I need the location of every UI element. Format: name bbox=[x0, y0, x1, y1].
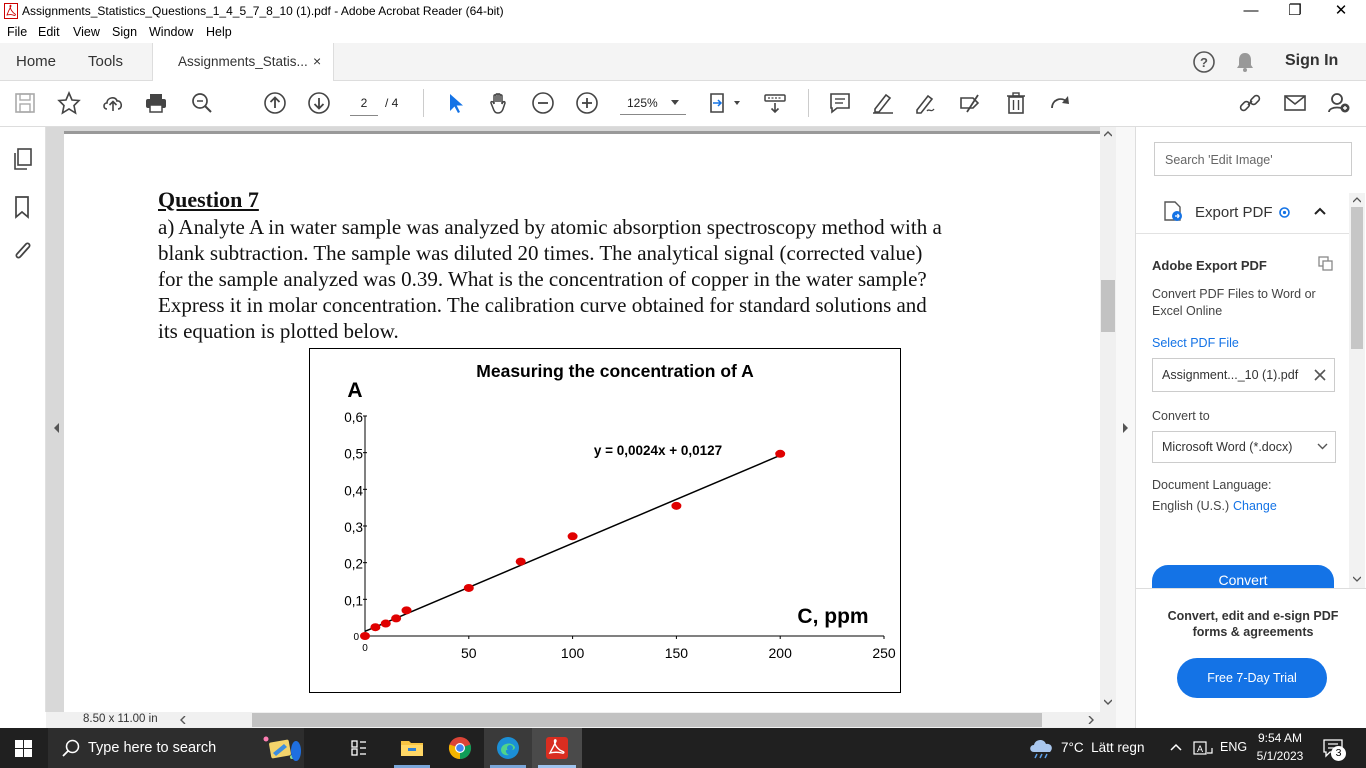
convert-to-label: Convert to bbox=[1152, 409, 1210, 423]
tab-tools[interactable]: Tools bbox=[88, 53, 124, 70]
question-line-3: for the sample analyzed was 0.39. What is the concentration of copper in the water sample? bbox=[158, 267, 927, 291]
x-tick-label: 100 bbox=[560, 645, 585, 661]
export-pdf-icon bbox=[1162, 200, 1184, 222]
menu-window[interactable]: Window bbox=[149, 25, 194, 39]
bookmark-icon[interactable] bbox=[13, 195, 31, 219]
acrobat-icon bbox=[545, 736, 569, 760]
weather-text[interactable]: 7°C Lätt regn bbox=[1061, 740, 1145, 755]
trendline-equation: y = 0,0024x + 0,0127 bbox=[593, 443, 723, 458]
scroll-down-icon[interactable] bbox=[1104, 699, 1112, 705]
question-line-4: Express it in molar concentration. The calibration curve obtained for standard solutions and bbox=[158, 293, 927, 317]
page-top-edge bbox=[64, 131, 1100, 134]
scroll-left-icon[interactable] bbox=[180, 716, 186, 724]
minimize-button[interactable]: — bbox=[1243, 2, 1259, 19]
change-language-link[interactable]: Change bbox=[1233, 499, 1277, 513]
search-tools-input[interactable] bbox=[1154, 142, 1352, 176]
left-rail bbox=[0, 127, 46, 712]
free-trial-label: Free 7-Day Trial bbox=[1207, 671, 1297, 685]
attachment-icon[interactable] bbox=[12, 240, 34, 264]
tab-home[interactable]: Home bbox=[16, 53, 57, 70]
save-icon[interactable] bbox=[13, 91, 37, 115]
menu-file[interactable]: File bbox=[7, 25, 28, 39]
print-icon[interactable] bbox=[144, 91, 168, 115]
chevron-down-icon bbox=[671, 100, 679, 106]
selected-file-field[interactable] bbox=[1152, 358, 1335, 392]
convert-to-value: Microsoft Word (*.docx) bbox=[1162, 440, 1293, 454]
selected-file-name: Assignment..._10 (1).pdf bbox=[1162, 368, 1299, 382]
help-icon[interactable] bbox=[1192, 50, 1216, 74]
draw-pen-icon[interactable] bbox=[914, 91, 938, 115]
chevron-up-icon[interactable] bbox=[1170, 743, 1182, 751]
comment-icon[interactable] bbox=[828, 91, 852, 115]
y-tick-label: 0,4 bbox=[344, 483, 363, 499]
convert-button-label: Convert bbox=[1218, 572, 1268, 588]
scroll-right-icon[interactable] bbox=[1088, 716, 1094, 724]
toolbar-divider bbox=[423, 89, 424, 117]
select-cursor-icon[interactable] bbox=[444, 91, 468, 115]
highlight-pen-icon[interactable] bbox=[871, 91, 895, 115]
scroll-mode-icon[interactable] bbox=[763, 91, 787, 115]
windows-start-icon[interactable] bbox=[15, 740, 32, 757]
previous-page-icon[interactable] bbox=[263, 91, 287, 115]
vertical-scrollbar[interactable] bbox=[1100, 127, 1116, 712]
fill-sign-icon[interactable] bbox=[958, 91, 982, 115]
notification-center-button[interactable] bbox=[1322, 738, 1346, 760]
free-trial-button[interactable] bbox=[1177, 658, 1327, 698]
zoom-value: 125% bbox=[627, 96, 658, 110]
collapse-right-arrow-icon[interactable] bbox=[1123, 423, 1128, 433]
notification-count: 3 bbox=[1335, 747, 1342, 759]
language-indicator[interactable]: ENG bbox=[1220, 740, 1248, 754]
page-size-label: 8.50 x 11.00 in bbox=[83, 713, 158, 725]
x-tick-label: 250 bbox=[872, 645, 896, 661]
chrome-taskbar-button[interactable] bbox=[436, 728, 484, 768]
data-point bbox=[671, 502, 681, 510]
title-bar bbox=[0, 0, 1366, 23]
clock-date[interactable]: 5/1/2023 bbox=[1256, 749, 1304, 763]
chrome-icon bbox=[448, 736, 472, 760]
window-title: Assignments_Statistics_Questions_1_4_5_7_8_10 (1).pdf - Adobe Acrobat Reader (64-bit) bbox=[22, 4, 504, 18]
pane-scroll-thumb[interactable] bbox=[1351, 207, 1363, 349]
copy-icon[interactable] bbox=[1317, 255, 1334, 271]
page-total: / 4 bbox=[385, 96, 399, 110]
acrobat-app-icon bbox=[4, 3, 18, 19]
export-pdf-header[interactable] bbox=[1136, 189, 1349, 234]
language-value: English (U.S.) bbox=[1152, 499, 1230, 513]
scroll-up-icon[interactable] bbox=[1104, 131, 1112, 137]
folder-icon bbox=[400, 738, 424, 758]
x-axis-label: C, ppm bbox=[797, 605, 869, 628]
data-point bbox=[775, 450, 785, 458]
acrobat-taskbar-button[interactable] bbox=[532, 728, 582, 768]
sign-in-link[interactable]: Sign In bbox=[1285, 52, 1339, 69]
edge-taskbar-button[interactable] bbox=[484, 728, 532, 768]
convert-to-select[interactable] bbox=[1152, 431, 1336, 463]
vertical-scroll-thumb[interactable] bbox=[1101, 280, 1115, 332]
data-point bbox=[402, 606, 412, 614]
y-tick-label: 0,6 bbox=[344, 410, 363, 425]
hand-tool-icon[interactable] bbox=[487, 91, 511, 115]
question-heading: Question 7 bbox=[158, 187, 259, 212]
notification-bell-icon[interactable] bbox=[1234, 51, 1256, 73]
maximize-button[interactable]: ❐ bbox=[1288, 2, 1302, 19]
notification-count-badge bbox=[1331, 746, 1346, 761]
taskbar-search-box[interactable] bbox=[48, 728, 304, 768]
document-tab-label: Assignments_Statis... bbox=[178, 54, 308, 69]
edge-icon bbox=[496, 736, 520, 760]
data-point bbox=[568, 532, 578, 540]
data-point bbox=[516, 558, 526, 566]
y-tick-label: 0 bbox=[353, 632, 359, 643]
trendline bbox=[365, 455, 780, 631]
pane-scroll-down-icon[interactable] bbox=[1353, 576, 1361, 582]
chart-marks bbox=[360, 450, 785, 640]
chevron-up-icon[interactable] bbox=[1314, 207, 1326, 215]
file-explorer-taskbar-button[interactable] bbox=[388, 728, 436, 768]
x-tick-label: 50 bbox=[461, 645, 477, 661]
menu-sign[interactable]: Sign bbox=[112, 25, 138, 39]
section-title: Adobe Export PDF bbox=[1152, 258, 1267, 273]
pane-scrollbar[interactable] bbox=[1349, 193, 1365, 588]
y-tick-label: 0,2 bbox=[344, 556, 363, 572]
x-tick-label: 150 bbox=[664, 645, 689, 661]
x-tick-label: 200 bbox=[768, 645, 792, 661]
taskbar-search-placeholder: Type here to search bbox=[88, 740, 217, 756]
bookmark-star-icon[interactable] bbox=[57, 91, 81, 115]
data-point bbox=[391, 614, 401, 622]
menu-help[interactable]: Help bbox=[206, 25, 232, 39]
task-view-icon[interactable] bbox=[349, 739, 369, 757]
close-tab-icon[interactable]: × bbox=[313, 53, 322, 69]
svg-text:A: A bbox=[1196, 744, 1204, 754]
menu-edit[interactable]: Edit bbox=[38, 25, 60, 39]
convert-button[interactable] bbox=[1152, 565, 1334, 588]
redo-rotate-icon[interactable] bbox=[1048, 91, 1072, 115]
share-link-icon[interactable] bbox=[1238, 91, 1262, 115]
promo-text: Convert, edit and e-sign PDF forms & agreements bbox=[1167, 609, 1339, 639]
clear-file-icon[interactable] bbox=[1314, 369, 1326, 381]
page-fit-icon[interactable] bbox=[708, 91, 742, 115]
svg-text:?: ? bbox=[1200, 55, 1208, 70]
chart-svg bbox=[310, 349, 900, 692]
pane-divider bbox=[1136, 588, 1366, 589]
page-thumbnails-icon[interactable] bbox=[12, 147, 34, 171]
data-point bbox=[381, 620, 391, 628]
question-line-2: blank subtraction. The sample was diluted 20 times. The analytical signal (corrected value) bbox=[158, 241, 923, 265]
menu-bar bbox=[0, 23, 1366, 43]
horizontal-scrollbar[interactable] bbox=[46, 712, 1116, 728]
y-tick-label: 0,3 bbox=[344, 520, 363, 535]
y-axis-label: A bbox=[347, 379, 363, 402]
pane-scroll-up-icon[interactable] bbox=[1353, 197, 1361, 203]
taskbar bbox=[0, 728, 1366, 768]
zoom-in-icon[interactable] bbox=[575, 91, 599, 115]
page-number-input[interactable]: 2 bbox=[350, 93, 378, 116]
x-tick-label: 0 bbox=[362, 643, 368, 654]
weather-rain-icon[interactable] bbox=[1028, 736, 1056, 760]
next-page-icon[interactable] bbox=[307, 91, 331, 115]
side-pane-gutter bbox=[1116, 127, 1135, 728]
data-point bbox=[360, 632, 370, 640]
data-point bbox=[464, 584, 474, 592]
question-line-1: a) Analyte A in water sample was analyzed by atomic absorption spectroscopy method with a bbox=[158, 215, 942, 239]
upload-cloud-icon[interactable] bbox=[101, 91, 125, 115]
close-button[interactable]: ✕ bbox=[1334, 2, 1348, 19]
search-highlight-icon bbox=[256, 731, 302, 765]
export-description: Convert PDF Files to Word or Excel Online bbox=[1152, 287, 1316, 318]
zoom-select[interactable] bbox=[620, 92, 686, 115]
export-pdf-title: Export PDF bbox=[1195, 204, 1273, 221]
y-tick-label: 0,5 bbox=[344, 446, 363, 462]
collapse-left-arrow-icon[interactable] bbox=[54, 423, 59, 433]
chevron-down-icon bbox=[1317, 443, 1328, 450]
email-icon[interactable] bbox=[1283, 91, 1307, 115]
zoom-out-icon[interactable] bbox=[531, 91, 555, 115]
right-tools-pane bbox=[1135, 127, 1366, 728]
toolbar-divider bbox=[808, 89, 809, 117]
chart-title: Measuring the concentration of A bbox=[476, 361, 754, 381]
search-icon bbox=[62, 739, 80, 757]
question-line-5: its equation is plotted below. bbox=[158, 319, 399, 343]
zoom-search-icon[interactable] bbox=[190, 91, 214, 115]
delete-trash-icon[interactable] bbox=[1004, 91, 1028, 115]
toolbar bbox=[0, 81, 1366, 127]
info-badge-icon bbox=[1279, 207, 1290, 218]
add-user-icon[interactable] bbox=[1327, 91, 1351, 115]
clock-time[interactable]: 9:54 AM bbox=[1257, 731, 1303, 745]
search-tools-placeholder: Search 'Edit Image' bbox=[1165, 153, 1273, 167]
menu-view[interactable]: View bbox=[73, 25, 100, 39]
language-label: Document Language: bbox=[1152, 478, 1272, 492]
calibration-chart bbox=[309, 348, 901, 693]
y-tick-label: 0,1 bbox=[344, 593, 363, 609]
data-point bbox=[370, 623, 380, 631]
select-pdf-link[interactable]: Select PDF File bbox=[1152, 336, 1239, 350]
input-method-icon[interactable] bbox=[1193, 739, 1213, 757]
tab-document[interactable] bbox=[152, 43, 334, 81]
horizontal-scroll-thumb[interactable] bbox=[252, 713, 1042, 727]
